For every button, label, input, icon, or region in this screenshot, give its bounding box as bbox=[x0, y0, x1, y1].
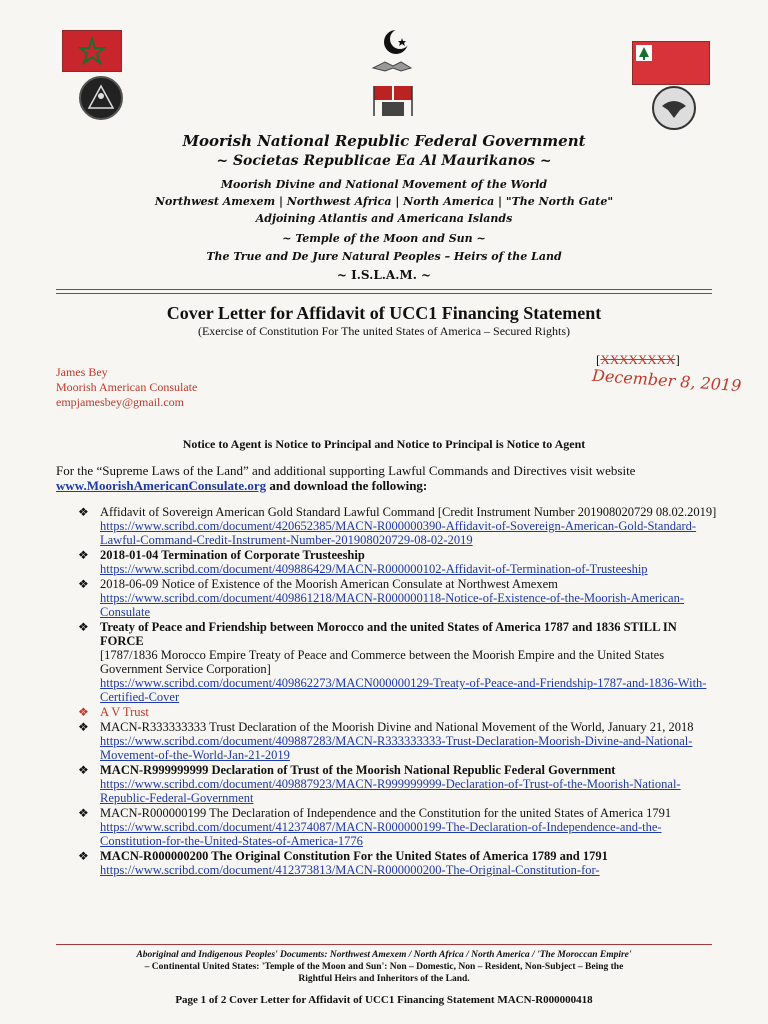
list-item-title: Affidavit of Sovereign American Gold Standard Lawful Command [Credit Instrument Number 201908020729 08.02.2019] bbox=[100, 505, 717, 519]
eagle-seal-icon bbox=[652, 86, 696, 130]
header-line-1: Moorish National Republic Federal Government bbox=[182, 132, 586, 150]
sender-email: empjamesbey@gmail.com bbox=[56, 395, 185, 409]
divider bbox=[56, 944, 712, 945]
list-item-link[interactable]: https://www.scribd.com/document/409861218/MACN-R000000118-Notice-of-Existence-of-the-Moorish-American-Consulate bbox=[100, 591, 685, 619]
list-item-link[interactable]: https://www.scribd.com/document/412373813/MACN-R000000200-The-Original-Constitution-for- bbox=[100, 863, 600, 877]
header-line-3: Moorish Divine and National Movement of the World bbox=[220, 178, 548, 191]
header-line-8: ~ I.S.L.A.M. ~ bbox=[336, 268, 432, 282]
page-subtitle: (Exercise of Constitution For The united States of America – Secured Rights) bbox=[197, 324, 571, 338]
consulate-website-link[interactable]: www.MoorishAmericanConsulate.org bbox=[56, 478, 267, 493]
list-item-link[interactable]: https://www.scribd.com/document/409887283/MACN-R333333333-Trust-Declaration-Moorish-Divine-and-National-Movement-of-the-World-Jan-21-2019 bbox=[100, 734, 693, 762]
sender-org: Moorish American Consulate bbox=[56, 380, 198, 394]
date-struck-out: XXXXXXXX bbox=[600, 352, 676, 367]
divider bbox=[56, 289, 712, 290]
diamond-cluster-icon: ❖ bbox=[78, 806, 89, 820]
diamond-cluster-icon: ❖ bbox=[78, 577, 89, 591]
handwritten-date: December 8, 2019 bbox=[591, 365, 742, 396]
list-item-title: 2018-06-09 Notice of Existence of the Moorish American Consulate at Northwest Amexem bbox=[100, 577, 558, 591]
list-item-link[interactable]: https://www.scribd.com/document/420652385/MACN-R000000390-Affidavit-of-Sovereign-American-Gold-Standard-Lawful-Command-Credit-Instrument-Number-201908020729-08-02-2019 bbox=[100, 519, 697, 547]
list-item-title: Treaty of Peace and Friendship between Morocco and the united States of America 1787 and 1836 STILL IN FORCE bbox=[100, 620, 677, 648]
sender-name: James Bey bbox=[56, 365, 108, 379]
header-line-2: ~ Societas Republicae Ea Al Maurikanos ~ bbox=[216, 153, 552, 169]
moroccan-flag-icon bbox=[62, 30, 122, 72]
pyramid-seal-icon bbox=[79, 76, 123, 120]
notice-heading: Notice to Agent is Notice to Principal and Notice to Principal is Notice to Agent bbox=[182, 437, 586, 451]
date-bracket-open: [ bbox=[596, 352, 601, 367]
list-item bbox=[78, 806, 718, 848]
sender-block bbox=[56, 365, 197, 410]
intro-text-tail: and download the following: bbox=[266, 478, 428, 493]
handshake-icon bbox=[371, 58, 413, 74]
crossed-flags-icon bbox=[372, 84, 414, 118]
list-item-link[interactable]: https://www.scribd.com/document/412374087/MACN-R000000199-The-Declaration-of-Independence-and-the-Constitution-for-the-United-States-of-America-1776 bbox=[100, 820, 662, 848]
list-item-title: 2018-01-04 Termination of Corporate Trusteeship bbox=[100, 548, 365, 562]
header-line-7: The True and De Jure Natural Peoples – Heirs of the Land bbox=[206, 250, 562, 263]
list-item-title: MACN-R000000200 The Original Constitution For the United States of America 1789 and 1791 bbox=[100, 849, 608, 863]
date-field bbox=[596, 352, 680, 368]
intro-text: For the “Supreme Laws of the Land” and additional supporting Lawful Commands and Directives visit website bbox=[56, 463, 636, 478]
list-item bbox=[78, 620, 718, 704]
list-item bbox=[78, 763, 718, 805]
header-line-6: ~ Temple of the Moon and Sun ~ bbox=[282, 232, 486, 245]
list-item bbox=[78, 505, 718, 547]
list-item-link[interactable]: https://www.scribd.com/document/409862273/MACN000000129-Treaty-of-Peace-and-Friendship-1787-and-1836-With-Certified-Cover bbox=[100, 676, 707, 704]
list-item-link[interactable]: https://www.scribd.com/document/409886429/MACN-R000000102-Affidavit-of-Termination-of-Trusteeship bbox=[100, 562, 648, 576]
divider bbox=[56, 293, 712, 294]
footer-note bbox=[40, 949, 728, 985]
list-item-title: A V Trust bbox=[100, 705, 149, 719]
list-item bbox=[78, 577, 718, 619]
list-item-detail: [1787/1836 Morocco Empire Treaty of Peace and Commerce between the Moorish Empire and the United States Government Service Corporation] bbox=[100, 648, 665, 676]
list-item-title: MACN-R999999999 Declaration of Trust of the Moorish National Republic Federal Government bbox=[100, 763, 616, 777]
diamond-cluster-icon: ❖ bbox=[78, 720, 89, 734]
list-item bbox=[78, 548, 718, 576]
list-item-title: MACN-R333333333 Trust Declaration of the Moorish Divine and National Movement of the World, January 21, 2018 bbox=[100, 720, 694, 734]
header-line-5: Adjoining Atlantis and Americana Islands bbox=[255, 212, 513, 225]
diamond-cluster-icon: ❖ bbox=[78, 620, 89, 634]
moorish-flag-icon bbox=[632, 41, 710, 85]
footer-line-1: Aboriginal and Indigenous Peoples' Documents: Northwest Amexem / North Africa / North America / 'The Moroccan Empire' bbox=[136, 950, 632, 960]
footer-line-3: Rightful Heirs and Inheritors of the Land. bbox=[298, 974, 470, 984]
list-item-title: MACN-R000000199 The Declaration of Independence and the Constitution for the united States of America 1791 bbox=[100, 806, 672, 820]
tree-icon bbox=[636, 45, 652, 61]
page-number-footer: Page 1 of 2 Cover Letter for Affidavit of UCC1 Financing Statement MACN-R000000418 bbox=[175, 994, 593, 1006]
list-item bbox=[78, 720, 718, 762]
intro-paragraph bbox=[56, 463, 716, 493]
diamond-cluster-icon: ❖ bbox=[78, 705, 89, 719]
header-line-4: Northwest Amexem | Northwest Africa | North America | "The North Gate" bbox=[154, 195, 614, 208]
page-title: Cover Letter for Affidavit of UCC1 Financing Statement bbox=[166, 303, 602, 323]
list-item bbox=[78, 849, 718, 877]
list-item-link[interactable]: https://www.scribd.com/document/409887923/MACN-R999999999-Declaration-of-Trust-of-the-Moorish-National-Republic-Federal-Government bbox=[100, 777, 681, 805]
diamond-cluster-icon: ❖ bbox=[78, 505, 89, 519]
diamond-cluster-icon: ❖ bbox=[78, 548, 89, 562]
document-list bbox=[78, 505, 718, 878]
list-item bbox=[78, 705, 718, 719]
diamond-cluster-icon: ❖ bbox=[78, 763, 89, 777]
footer-line-2: – Continental United States: 'Temple of the Moon and Sun': Non – Domestic, Non – Resident, Non-Subject – Being the bbox=[144, 962, 624, 972]
date-bracket-close: ] bbox=[675, 352, 680, 367]
diamond-cluster-icon: ❖ bbox=[78, 849, 89, 863]
